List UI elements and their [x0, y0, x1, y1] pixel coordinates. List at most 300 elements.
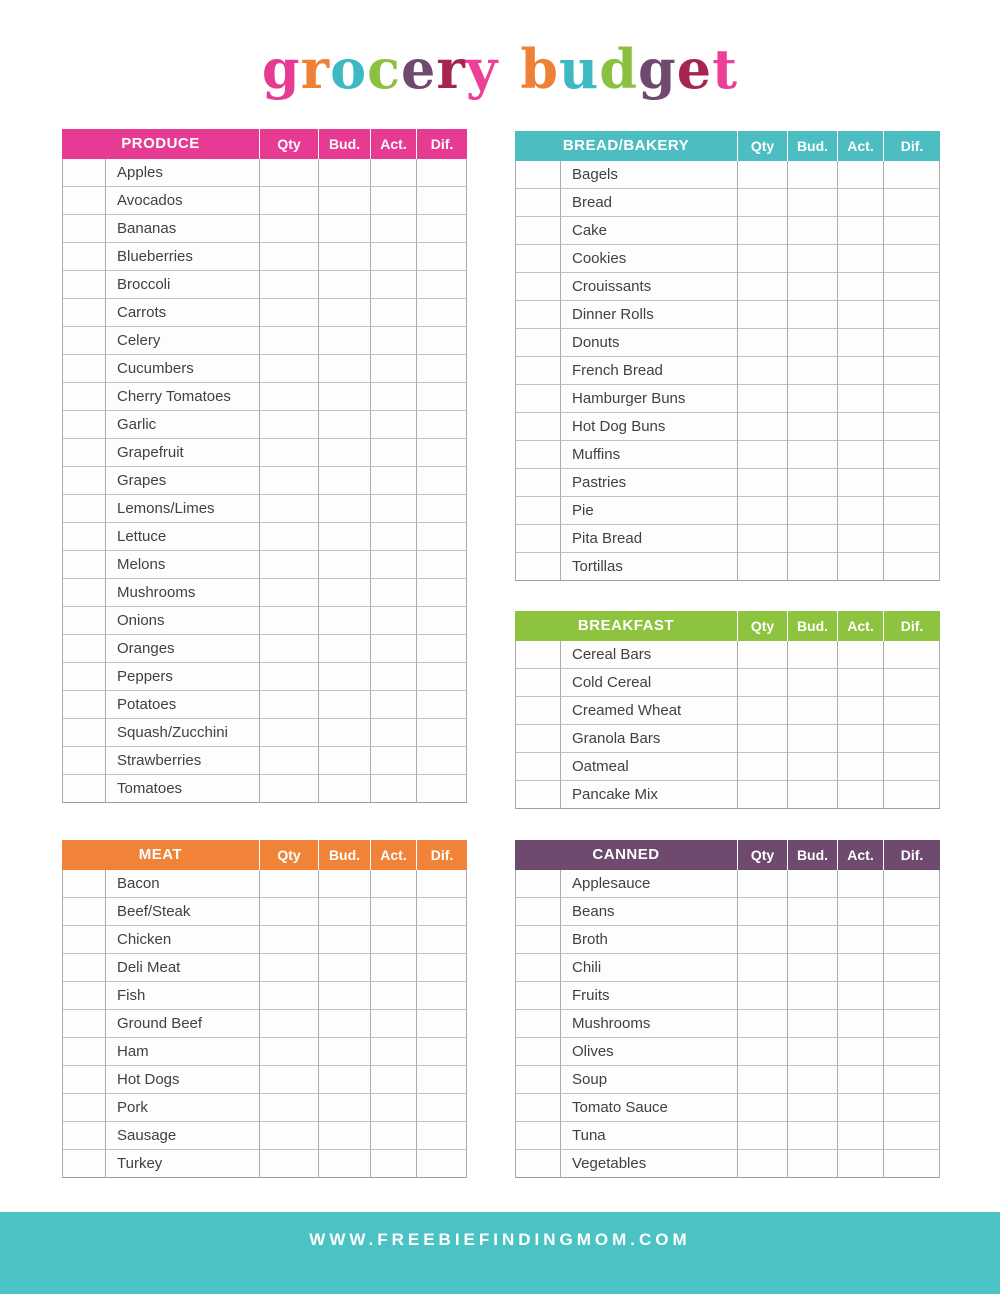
act-cell — [370, 747, 416, 775]
dif-cell — [883, 217, 940, 245]
check-cell — [62, 954, 105, 982]
dif-cell — [883, 1038, 940, 1066]
qty-cell — [737, 982, 787, 1010]
table-row — [515, 161, 940, 189]
dif-cell — [416, 411, 467, 439]
check-cell — [62, 411, 105, 439]
act-cell — [837, 1010, 883, 1038]
act-cell — [370, 1066, 416, 1094]
check-cell — [62, 271, 105, 299]
dif-cell — [416, 635, 467, 663]
item-name: Strawberries — [105, 747, 259, 775]
check-cell — [515, 161, 560, 189]
check-cell — [62, 747, 105, 775]
item-name: Crouissants — [560, 273, 737, 301]
act-cell — [370, 954, 416, 982]
produce-table — [62, 129, 467, 803]
table-row — [62, 1038, 467, 1066]
table-row — [515, 954, 940, 982]
bud-cell — [318, 551, 370, 579]
table-row — [62, 271, 467, 299]
bud-cell — [318, 187, 370, 215]
table-row — [62, 898, 467, 926]
bud-cell — [318, 159, 370, 187]
item-name: Grapefruit — [105, 439, 259, 467]
check-cell — [62, 898, 105, 926]
dif-cell — [883, 641, 940, 669]
act-cell — [370, 607, 416, 635]
table-row — [62, 607, 467, 635]
bud-cell — [787, 725, 837, 753]
act-cell — [370, 551, 416, 579]
item-name: Fruits — [560, 982, 737, 1010]
item-name: Pork — [105, 1094, 259, 1122]
check-cell — [62, 635, 105, 663]
bud-cell — [787, 954, 837, 982]
bud-cell — [787, 982, 837, 1010]
dif-cell — [416, 870, 467, 898]
table-row — [62, 439, 467, 467]
qty-cell — [737, 753, 787, 781]
act-cell — [370, 1150, 416, 1178]
act-cell — [837, 753, 883, 781]
dif-cell — [416, 383, 467, 411]
check-cell — [515, 413, 560, 441]
dif-cell — [416, 1066, 467, 1094]
table-row — [62, 1094, 467, 1122]
column-header-dif: Dif. — [883, 840, 940, 870]
qty-cell — [737, 441, 787, 469]
act-cell — [837, 357, 883, 385]
item-name: Pie — [560, 497, 737, 525]
bud-cell — [787, 1066, 837, 1094]
item-name: Apples — [105, 159, 259, 187]
dif-cell — [416, 898, 467, 926]
item-name: Broccoli — [105, 271, 259, 299]
check-cell — [515, 273, 560, 301]
qty-cell — [259, 1038, 318, 1066]
check-cell — [62, 243, 105, 271]
act-cell — [370, 579, 416, 607]
item-name: Garlic — [105, 411, 259, 439]
table-row — [515, 189, 940, 217]
dif-cell — [416, 1150, 467, 1178]
act-cell — [837, 725, 883, 753]
qty-cell — [737, 329, 787, 357]
bud-cell — [318, 1122, 370, 1150]
act-cell — [370, 898, 416, 926]
act-cell — [837, 329, 883, 357]
act-cell — [837, 1094, 883, 1122]
table-row — [62, 243, 467, 271]
dif-cell — [416, 982, 467, 1010]
column-header-dif: Dif. — [883, 611, 940, 641]
dif-cell — [416, 607, 467, 635]
act-cell — [370, 1094, 416, 1122]
qty-cell — [259, 775, 318, 803]
table-row — [515, 641, 940, 669]
column-header-act: Act. — [837, 840, 883, 870]
qty-cell — [737, 273, 787, 301]
dif-cell — [883, 982, 940, 1010]
qty-cell — [259, 327, 318, 355]
title-letter: r — [300, 37, 331, 101]
item-name: Avocados — [105, 187, 259, 215]
bud-cell — [787, 189, 837, 217]
act-cell — [370, 870, 416, 898]
bud-cell — [787, 669, 837, 697]
item-name: Dinner Rolls — [560, 301, 737, 329]
table-row — [515, 329, 940, 357]
act-cell — [370, 775, 416, 803]
table-row — [515, 1094, 940, 1122]
qty-cell — [259, 1010, 318, 1038]
act-cell — [837, 413, 883, 441]
act-cell — [370, 495, 416, 523]
check-cell — [62, 327, 105, 355]
check-cell — [62, 607, 105, 635]
meat-table — [62, 840, 467, 1178]
item-name: Creamed Wheat — [560, 697, 737, 725]
act-cell — [837, 161, 883, 189]
act-cell — [837, 1038, 883, 1066]
table-title: MEAT — [138, 846, 183, 863]
bread-bakery-table — [515, 131, 940, 581]
qty-cell — [259, 495, 318, 523]
check-cell — [515, 641, 560, 669]
table-row — [515, 753, 940, 781]
item-name: Mushrooms — [560, 1010, 737, 1038]
act-cell — [837, 217, 883, 245]
column-header-bud: Bud. — [787, 840, 837, 870]
act-cell — [837, 870, 883, 898]
table-row — [62, 1122, 467, 1150]
qty-cell — [259, 355, 318, 383]
dif-cell — [416, 719, 467, 747]
check-cell — [62, 1150, 105, 1178]
qty-cell — [737, 1066, 787, 1094]
table-row — [62, 747, 467, 775]
act-cell — [370, 215, 416, 243]
item-name: Chicken — [105, 926, 259, 954]
qty-cell — [737, 641, 787, 669]
dif-cell — [883, 753, 940, 781]
title-letter: c — [367, 37, 402, 101]
table-row — [515, 870, 940, 898]
item-name: Olives — [560, 1038, 737, 1066]
act-cell — [370, 159, 416, 187]
table-row — [62, 926, 467, 954]
dif-cell — [416, 187, 467, 215]
table-row — [62, 982, 467, 1010]
qty-cell — [737, 898, 787, 926]
act-cell — [370, 691, 416, 719]
table-row — [62, 1150, 467, 1178]
act-cell — [837, 385, 883, 413]
table-row — [515, 469, 940, 497]
column-header-bud: Bud. — [318, 129, 370, 159]
item-name: Potatoes — [105, 691, 259, 719]
table-row — [515, 245, 940, 273]
check-cell — [515, 753, 560, 781]
table-row — [62, 870, 467, 898]
table-row — [515, 926, 940, 954]
table-title: BREAKFAST — [577, 617, 675, 634]
title-letter: y — [465, 37, 499, 101]
bud-cell — [318, 355, 370, 383]
bud-cell — [318, 1094, 370, 1122]
table-title: PRODUCE — [121, 135, 200, 152]
act-cell — [370, 635, 416, 663]
dif-cell — [416, 1010, 467, 1038]
qty-cell — [737, 926, 787, 954]
act-cell — [370, 299, 416, 327]
bud-cell — [787, 641, 837, 669]
table-row — [62, 663, 467, 691]
table-row — [62, 954, 467, 982]
bud-cell — [787, 161, 837, 189]
table-title: BREAD/BAKERY — [562, 137, 690, 154]
qty-cell — [737, 217, 787, 245]
dif-cell — [416, 215, 467, 243]
check-cell — [515, 441, 560, 469]
item-name: Hamburger Buns — [560, 385, 737, 413]
item-name: Tuna — [560, 1122, 737, 1150]
column-header-act: Act. — [370, 129, 416, 159]
bud-cell — [787, 329, 837, 357]
check-cell — [62, 383, 105, 411]
check-cell — [62, 1010, 105, 1038]
check-cell — [515, 553, 560, 581]
column-header-qty: Qty — [259, 129, 318, 159]
qty-cell — [737, 1010, 787, 1038]
qty-cell — [259, 691, 318, 719]
check-cell — [62, 467, 105, 495]
dif-cell — [416, 926, 467, 954]
title-letter: e — [401, 37, 437, 101]
act-cell — [837, 469, 883, 497]
item-name: Pancake Mix — [560, 781, 737, 809]
item-name: Bagels — [560, 161, 737, 189]
bud-cell — [787, 1122, 837, 1150]
column-header-dif: Dif. — [416, 840, 467, 870]
bud-cell — [318, 495, 370, 523]
dif-cell — [883, 725, 940, 753]
bud-cell — [318, 775, 370, 803]
qty-cell — [259, 159, 318, 187]
qty-cell — [737, 553, 787, 581]
bud-cell — [318, 383, 370, 411]
canned-table — [515, 840, 940, 1178]
qty-cell — [259, 870, 318, 898]
qty-cell — [737, 1150, 787, 1178]
dif-cell — [883, 301, 940, 329]
item-name: Lettuce — [105, 523, 259, 551]
dif-cell — [883, 161, 940, 189]
dif-cell — [416, 551, 467, 579]
table-row — [62, 159, 467, 187]
title-letter: o — [330, 37, 368, 101]
item-name: Squash/Zucchini — [105, 719, 259, 747]
item-name: French Bread — [560, 357, 737, 385]
table-row — [62, 775, 467, 803]
bud-cell — [318, 954, 370, 982]
item-name: Melons — [105, 551, 259, 579]
qty-cell — [737, 870, 787, 898]
table-row — [62, 383, 467, 411]
footer — [0, 1212, 1000, 1294]
column-header-qty: Qty — [259, 840, 318, 870]
check-cell — [62, 523, 105, 551]
act-cell — [370, 926, 416, 954]
dif-cell — [416, 1038, 467, 1066]
column-header-bud: Bud. — [318, 840, 370, 870]
item-name: Muffins — [560, 441, 737, 469]
bud-cell — [787, 469, 837, 497]
check-cell — [62, 439, 105, 467]
dif-cell — [883, 385, 940, 413]
table-row — [515, 525, 940, 553]
bud-cell — [787, 781, 837, 809]
table-row — [515, 669, 940, 697]
dif-cell — [883, 413, 940, 441]
check-cell — [515, 245, 560, 273]
dif-cell — [416, 299, 467, 327]
bud-cell — [318, 719, 370, 747]
bud-cell — [787, 497, 837, 525]
qty-cell — [737, 725, 787, 753]
table-row — [515, 217, 940, 245]
check-cell — [515, 1122, 560, 1150]
qty-cell — [259, 551, 318, 579]
check-cell — [515, 329, 560, 357]
table-row — [515, 357, 940, 385]
item-name: Chili — [560, 954, 737, 982]
bud-cell — [787, 385, 837, 413]
act-cell — [370, 523, 416, 551]
bud-cell — [787, 926, 837, 954]
act-cell — [837, 982, 883, 1010]
bud-cell — [318, 467, 370, 495]
title-letter: e — [676, 37, 713, 101]
qty-cell — [737, 781, 787, 809]
table-row — [62, 1010, 467, 1038]
check-cell — [62, 159, 105, 187]
item-name: Pita Bread — [560, 525, 737, 553]
table-row — [515, 1122, 940, 1150]
bud-cell — [318, 1066, 370, 1094]
dif-cell — [416, 523, 467, 551]
qty-cell — [259, 439, 318, 467]
act-cell — [370, 327, 416, 355]
check-cell — [62, 982, 105, 1010]
breakfast-table-header — [515, 611, 940, 641]
title-word — [520, 37, 739, 101]
qty-cell — [737, 357, 787, 385]
bud-cell — [318, 635, 370, 663]
bud-cell — [787, 413, 837, 441]
dif-cell — [883, 926, 940, 954]
breakfast-table — [515, 611, 940, 809]
qty-cell — [259, 926, 318, 954]
item-name: Granola Bars — [560, 725, 737, 753]
dif-cell — [416, 1094, 467, 1122]
dif-cell — [416, 271, 467, 299]
check-cell — [62, 1094, 105, 1122]
check-cell — [515, 725, 560, 753]
title-letter: b — [520, 37, 559, 101]
dif-cell — [883, 697, 940, 725]
item-name: Carrots — [105, 299, 259, 327]
table-row — [515, 1066, 940, 1094]
item-name: Mushrooms — [105, 579, 259, 607]
check-cell — [62, 691, 105, 719]
table-row — [515, 273, 940, 301]
bud-cell — [318, 691, 370, 719]
bud-cell — [318, 663, 370, 691]
column-header-dif: Dif. — [883, 131, 940, 161]
item-name: Tomatoes — [105, 775, 259, 803]
check-cell — [515, 301, 560, 329]
act-cell — [370, 187, 416, 215]
act-cell — [837, 1150, 883, 1178]
table-row — [62, 691, 467, 719]
bud-cell — [318, 1010, 370, 1038]
qty-cell — [737, 245, 787, 273]
check-cell — [515, 385, 560, 413]
qty-cell — [259, 635, 318, 663]
qty-cell — [259, 467, 318, 495]
table-row — [62, 411, 467, 439]
item-name: Cookies — [560, 245, 737, 273]
act-cell — [837, 441, 883, 469]
dif-cell — [883, 245, 940, 273]
check-cell — [515, 1038, 560, 1066]
bud-cell — [318, 215, 370, 243]
item-name: Bananas — [105, 215, 259, 243]
bud-cell — [318, 926, 370, 954]
act-cell — [837, 954, 883, 982]
table-row — [62, 327, 467, 355]
act-cell — [837, 1122, 883, 1150]
check-cell — [515, 189, 560, 217]
table-row — [62, 187, 467, 215]
bread-table-header — [515, 131, 940, 161]
dif-cell — [883, 273, 940, 301]
table-row — [515, 413, 940, 441]
check-cell — [515, 926, 560, 954]
item-name: Bacon — [105, 870, 259, 898]
bud-cell — [787, 1038, 837, 1066]
item-name: Bread — [560, 189, 737, 217]
table-row — [515, 781, 940, 809]
bud-cell — [318, 523, 370, 551]
qty-cell — [737, 161, 787, 189]
qty-cell — [259, 663, 318, 691]
qty-cell — [259, 243, 318, 271]
qty-cell — [737, 525, 787, 553]
dif-cell — [883, 898, 940, 926]
check-cell — [515, 954, 560, 982]
act-cell — [370, 355, 416, 383]
check-cell — [62, 355, 105, 383]
dif-cell — [416, 954, 467, 982]
item-name: Broth — [560, 926, 737, 954]
dif-cell — [416, 775, 467, 803]
item-name: Beans — [560, 898, 737, 926]
check-cell — [62, 719, 105, 747]
qty-cell — [259, 215, 318, 243]
